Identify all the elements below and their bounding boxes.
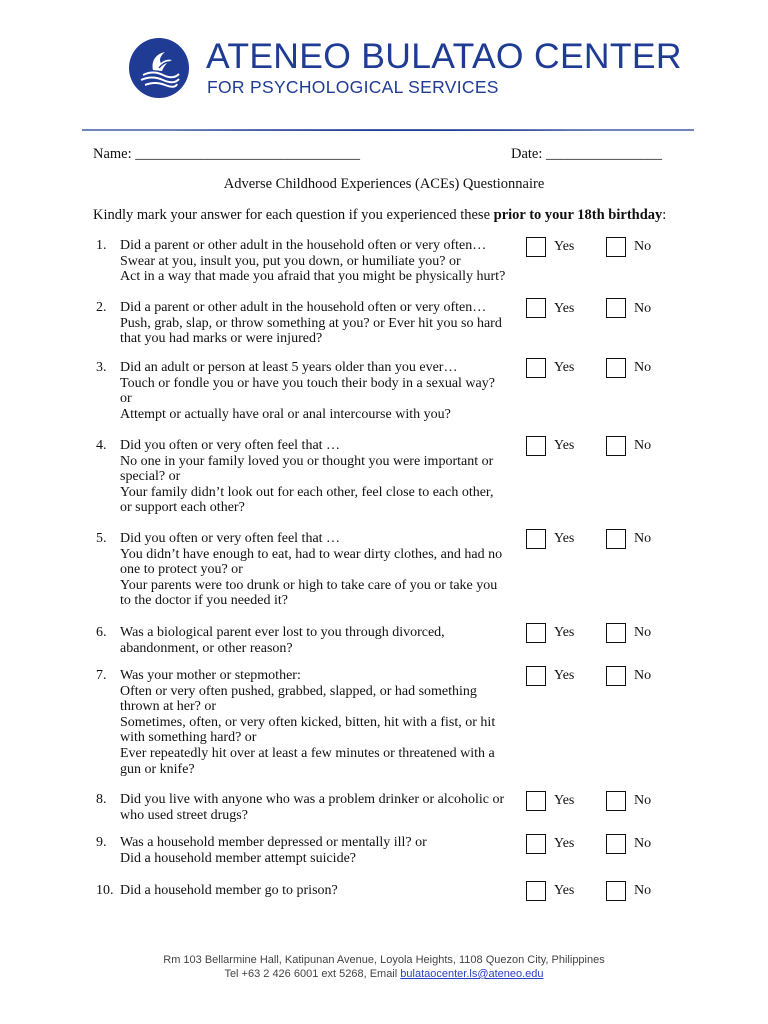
no-checkbox[interactable] xyxy=(606,623,626,643)
question-number: 2. xyxy=(96,300,107,315)
no-label: No xyxy=(634,531,652,546)
no-label: No xyxy=(634,239,652,254)
email-link[interactable]: bulataocenter.ls@ateneo.edu xyxy=(400,968,544,980)
question-text: Did you often or very often feel that … You didn’t have enough to eat, had to wear dirty clothes, and had no one to protect you? or Your parents were too drunk or high to take care of you or take you to the doctor if you needed it? xyxy=(120,531,503,609)
org-title: ATENEO BULATAO CENTER xyxy=(206,36,682,76)
instructions: Kindly mark your answer for each question if you experienced these prior to your 18th birthday: xyxy=(93,207,667,223)
question-text: Did a parent or other adult in the household often or very often… Push, grab, slap, or throw something at you? or Ever hit you so hard that you had marks or were injured? xyxy=(120,300,502,347)
no-checkbox[interactable] xyxy=(606,881,626,901)
no-label: No xyxy=(634,438,652,453)
question-number: 8. xyxy=(96,792,107,807)
question-number: 4. xyxy=(96,438,107,453)
no-label: No xyxy=(634,883,652,898)
no-checkbox[interactable] xyxy=(606,791,626,811)
question-number: 3. xyxy=(96,360,107,375)
yes-label: Yes xyxy=(554,301,575,316)
question-text: Did you live with anyone who was a problem drinker or alcoholic or who used street drugs? xyxy=(120,792,505,823)
question-text: Did a household member go to prison? xyxy=(120,883,338,898)
no-label: No xyxy=(634,836,652,851)
no-label: No xyxy=(634,360,652,375)
name-field-line[interactable]: Name: _______________________________ xyxy=(93,146,361,162)
no-checkbox[interactable] xyxy=(606,237,626,257)
question-number: 1. xyxy=(96,238,107,253)
no-checkbox[interactable] xyxy=(606,298,626,318)
question-text: Was a household member depressed or mentally ill? or Did a household member attempt suicide? xyxy=(120,835,427,866)
yes-label: Yes xyxy=(554,793,575,808)
question-number: 5. xyxy=(96,531,107,546)
org-subtitle: FOR PSYCHOLOGICAL SERVICES xyxy=(207,77,499,97)
no-label: No xyxy=(634,625,652,640)
question-text: Did you often or very often feel that … No one in your family loved you or thought you were important or special? or Your family didn’t look out for each other, feel close to each other, or support each other? xyxy=(120,438,494,516)
yes-checkbox[interactable] xyxy=(526,881,546,901)
header-divider xyxy=(82,124,694,136)
yes-checkbox[interactable] xyxy=(526,358,546,378)
yes-label: Yes xyxy=(554,438,575,453)
footer-contact: Tel +63 2 426 6001 ext 5268, Email bulataocenter.ls@ateneo.edu xyxy=(224,968,544,980)
question-number: 9. xyxy=(96,835,107,850)
yes-checkbox[interactable] xyxy=(526,834,546,854)
question-number: 7. xyxy=(96,668,107,683)
question-text: Was a biological parent ever lost to you through divorced, abandonment, or other reason? xyxy=(120,625,445,656)
no-checkbox[interactable] xyxy=(606,358,626,378)
question-number: 10. xyxy=(96,883,114,898)
yes-checkbox[interactable] xyxy=(526,237,546,257)
question-text: Was your mother or stepmother: Often or very often pushed, grabbed, slapped, or had something thrown at her? or Sometimes, often, or very often kicked, bitten, hit with a fist, or hit with something hard? or Ever repeatedly hit over at least a few minutes or threatened with a gun or knife? xyxy=(120,668,496,777)
questionnaire-title: Adverse Childhood Experiences (ACEs) Questionnaire xyxy=(223,176,545,192)
no-checkbox[interactable] xyxy=(606,529,626,549)
yes-label: Yes xyxy=(554,668,575,683)
yes-label: Yes xyxy=(554,836,575,851)
question-text: Did an adult or person at least 5 years older than you ever… Touch or fondle you or have you touch their body in a sexual way? or Attempt or actually have oral or anal intercourse with you? xyxy=(120,360,495,422)
no-checkbox[interactable] xyxy=(606,834,626,854)
yes-checkbox[interactable] xyxy=(526,791,546,811)
yes-label: Yes xyxy=(554,531,575,546)
yes-checkbox[interactable] xyxy=(526,666,546,686)
no-checkbox[interactable] xyxy=(606,436,626,456)
no-label: No xyxy=(634,668,652,683)
yes-checkbox[interactable] xyxy=(526,298,546,318)
bird-wave-logo-icon xyxy=(129,38,189,98)
no-checkbox[interactable] xyxy=(606,666,626,686)
yes-label: Yes xyxy=(554,239,575,254)
yes-label: Yes xyxy=(554,883,575,898)
yes-checkbox[interactable] xyxy=(526,436,546,456)
yes-checkbox[interactable] xyxy=(526,623,546,643)
date-field-line[interactable]: Date: ________________ xyxy=(511,146,663,162)
question-number: 6. xyxy=(96,625,107,640)
yes-label: Yes xyxy=(554,625,575,640)
footer-address: Rm 103 Bellarmine Hall, Katipunan Avenue, Loyola Heights, 1108 Quezon City, Philippines xyxy=(163,954,605,966)
yes-label: Yes xyxy=(554,360,575,375)
yes-checkbox[interactable] xyxy=(526,529,546,549)
question-text: Did a parent or other adult in the household often or very often… Swear at you, insult you, put you down, or humiliate you? or Act in a way that made you afraid that you might be physically hurt? xyxy=(120,238,506,285)
no-label: No xyxy=(634,301,652,316)
no-label: No xyxy=(634,793,652,808)
